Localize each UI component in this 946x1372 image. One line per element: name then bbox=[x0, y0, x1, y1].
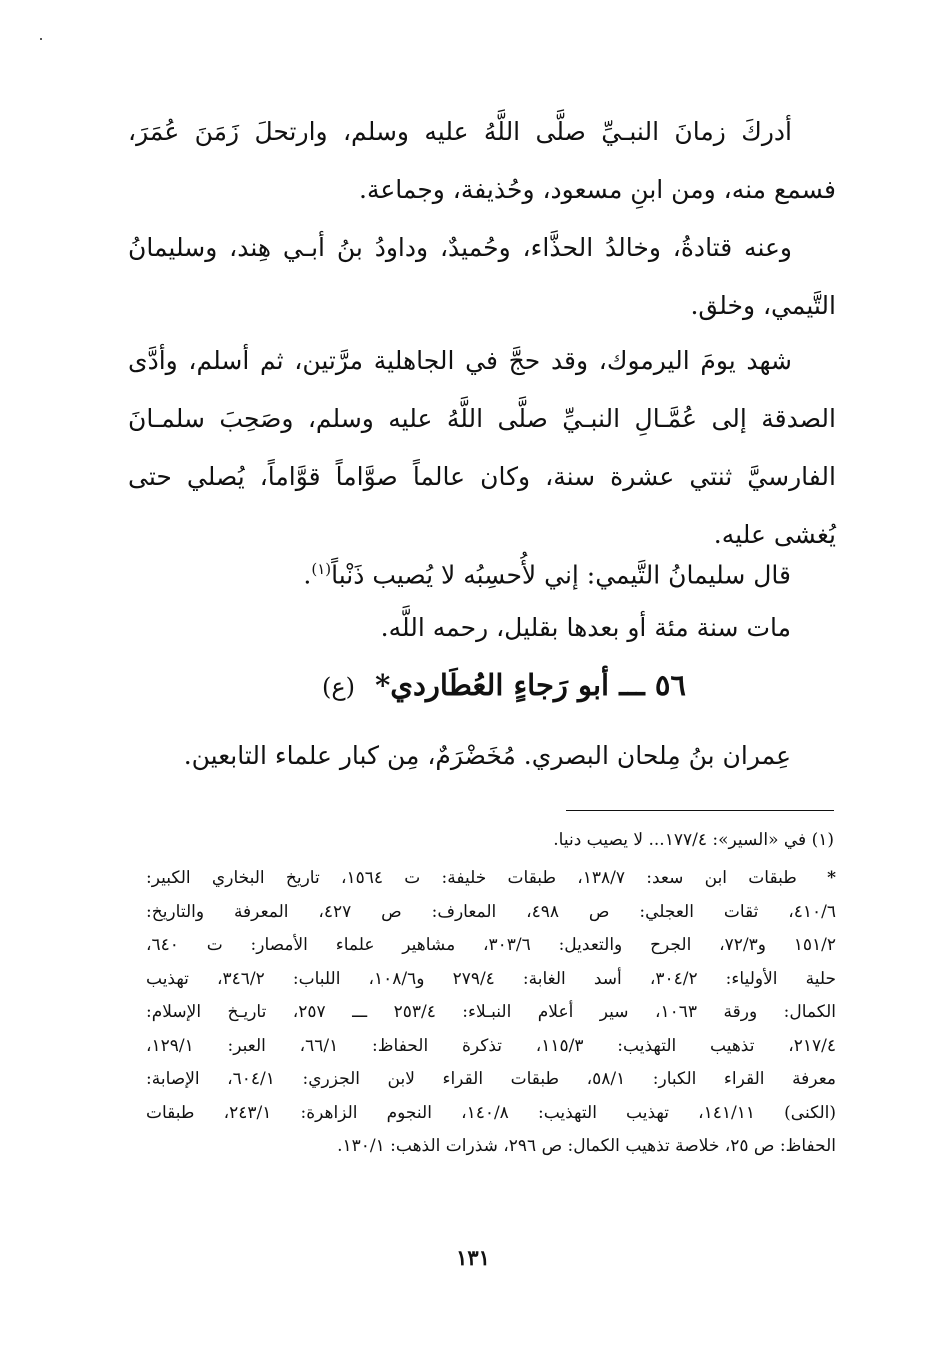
sources-line-text: طبقات ابن سعد: ١٣٨/٧، طبقات خليفة: ت ١٥٦٤، تاريخ البخاري الكبير: bbox=[146, 868, 797, 888]
footnote-1: (١) في «السير»: ١٧٧/٤... لا يصيب دنيا. bbox=[553, 830, 834, 850]
death-note: مات سنة مئة أو بعدها بقليل، رحمه اللَّه. bbox=[380, 613, 791, 642]
sources-line: حلية الأولياء: ٣٠٤/٢، أسد الغابة: ٢٧٩/٤ و١٠٨/٦، اللباب: ٣٤٦/٢، تهذيب bbox=[146, 968, 836, 989]
paragraph-teachers-text: أدركَ زمانَ النبـيِّ صلَّى اللَّهُ عليه وسلم، وارتحلَ زَمَنَ عُمَرَ، فسمع منه، ومن ابنِ مسعود، وحُذيفة، وجماعة. bbox=[128, 117, 836, 204]
quote-sulayman-text: قال سليمانُ التَّيمي: إني لأُحسِبُه لا يُصيب ذَنْباً bbox=[331, 560, 791, 590]
entry-heading bbox=[322, 668, 686, 702]
sources-line: ٤١٠/٦، ثقات العجلي: ص ٤٩٨، المعارف: ص ٤٢٧، المعرفة والتاريخ: bbox=[146, 901, 836, 922]
entry-star: * bbox=[375, 668, 391, 702]
sources-line bbox=[146, 862, 836, 896]
entry-dash: ـــ bbox=[619, 668, 645, 702]
entry-number: ٥٦ bbox=[654, 668, 686, 702]
entry-intro: عِمران بنُ مِلحان البصري. مُخَضْرَمٌ، مِن كبار علماء التابعين. bbox=[183, 741, 791, 770]
sources-line: ١٥١/٢ و٧٢/٣، الجرح والتعديل: ٣٠٣/٦، مشاهير علماء الأمصار: ت ٦٤٠، bbox=[146, 935, 836, 955]
footnote-rule bbox=[566, 810, 834, 811]
footnote-ref-1: (١) bbox=[311, 560, 332, 578]
sources-line: ٢١٧/٤، تذهيب التهذيب: ١١٥/٣، تذكرة الحفاظ: ٦٦/١، العبر: ١٢٩/١، bbox=[146, 1035, 836, 1056]
sources-line: الكمال: ورقة ١٠٦٣، سير أعلام النبـلاء: ٢٥٣/٤ ـــ ٢٥٧، تاريـخ الإسلام: bbox=[146, 1002, 836, 1022]
entry-name: أبو رَجاءٍ العُطَاردي bbox=[390, 668, 610, 702]
sources-line: (الكنى) ١٤١/١١، تهذيب التهذيب: ١٤٠/٨، النجوم الزاهرة: ٢٤٣/١، طبقات bbox=[146, 1102, 836, 1123]
paragraph-students bbox=[128, 219, 836, 335]
sources-line: معرفة القراء الكبار: ٥٨/١، طبقات القراء لابن الجزري: ٦٠٤/١، الإصابة: bbox=[146, 1069, 836, 1089]
paragraph-biography-text: شهد يومَ اليرموك، وقد حجَّ في الجاهلية مرَّتين، ثم أسلم، وأدَّى الصدقة إلى عُمَّـالِ النبـيِّ صلَّى اللَّهُ عليه وسلم، وصَحِبَ سلمـانَ الفارسيَّ ثنتي عشرة سنة، وكان عالماً صوَّاماً قوَّاماً، يُصلي حتى يُغشى عليه. bbox=[128, 346, 836, 549]
paragraph-biography bbox=[128, 332, 836, 564]
paragraph-teachers bbox=[128, 103, 836, 219]
sources-line: الحفاظ: ص ٢٥، خلاصة تذهيب الكمال: ص ٢٩٦، شذرات الذهب: ١٣٠/١. bbox=[337, 1136, 836, 1156]
quote-sulayman-end: . bbox=[303, 560, 312, 590]
sources-star: * bbox=[827, 868, 837, 888]
scan-speck bbox=[40, 38, 42, 40]
sources-footnote bbox=[146, 862, 836, 1164]
paragraph-students-text: وعنه قتادةُ، وخالدُ الحذَّاء، وحُميدٌ، وداودُ بنُ أبـي هِند، وسليمانُ التَّيمي، وخلق. bbox=[128, 233, 836, 320]
page-number: ١٣١ bbox=[456, 1245, 490, 1270]
quote-sulayman bbox=[303, 540, 791, 604]
entry-tag: (ع) bbox=[321, 673, 355, 701]
